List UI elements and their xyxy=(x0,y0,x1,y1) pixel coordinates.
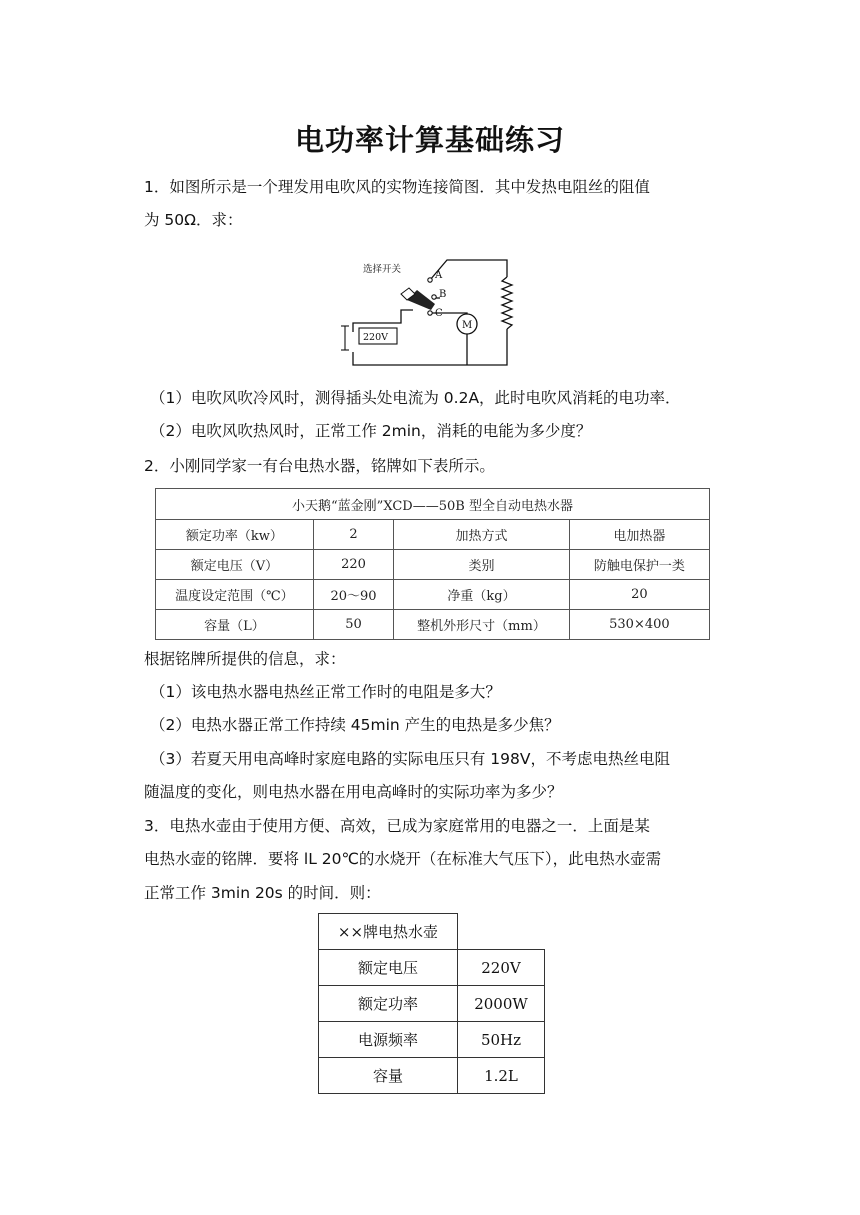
q3-text-line-1: 3．电热水壶由于使用方便、高效，已成为家庭常用的电器之一．上面是某 xyxy=(144,817,650,835)
kettle-nameplate-table xyxy=(318,913,545,1094)
q1-text-line-2: 为 50Ω．求： xyxy=(144,211,243,229)
q2-sub-question-3b: 随温度的变化，则电热水器在用电高峰时的实际功率为多少？ xyxy=(144,783,563,801)
hair-dryer-circuit-diagram xyxy=(335,250,525,375)
q1-sub-question-1: （1）电吹风吹冷风时，测得插头处电流为 0.2A，此时电吹风消耗的电功率． xyxy=(150,389,681,407)
table-cell: 220 xyxy=(313,550,393,580)
table-cell: 20 xyxy=(569,580,709,610)
table-cell: 加热方式 xyxy=(394,520,570,550)
table-cell: 温度设定范围（℃） xyxy=(156,580,314,610)
motor-label: M xyxy=(462,320,473,331)
table-cell: 50 xyxy=(313,610,393,640)
table-cell: 20～90 xyxy=(313,580,393,610)
contact-a-label: A xyxy=(435,270,443,281)
table-row xyxy=(156,520,710,550)
voltage-label: 220V xyxy=(363,332,388,343)
q2-text-line-1: 2．小刚同学家一有台电热水器，铭牌如下表所示。 xyxy=(144,457,495,475)
table-cell: 净重（kg） xyxy=(394,580,570,610)
table-cell: 50Hz xyxy=(458,1022,545,1058)
q1-text-line-1: 1．如图所示是一个理发用电吹风的实物连接简图．其中发热电阻丝的阻值 xyxy=(144,178,650,196)
empty-cell xyxy=(458,914,545,950)
table-cell: 1.2L xyxy=(458,1058,545,1094)
page-title: 电功率计算基础练习 xyxy=(294,123,565,157)
q2-sub-question-2: （2）电热水器正常工作持续 45min 产生的电热是多少焦？ xyxy=(150,716,560,734)
table-row xyxy=(319,1058,545,1094)
table-cell: 电源频率 xyxy=(319,1022,458,1058)
table-row xyxy=(319,950,545,986)
table-cell: 额定功率（kw） xyxy=(156,520,314,550)
q2-sub-question-1: （1）该电热水器电热丝正常工作时的电阻是多大？ xyxy=(150,683,501,701)
q2-sub-question-3a: （3）若夏天用电高峰时家庭电路的实际电压只有 198V，不考虑电热丝电阻 xyxy=(150,750,670,768)
table-row xyxy=(319,1022,545,1058)
q3-text-line-2: 电热水壶的铭牌．要将 lL 20℃的水烧开（在标准大气压下），此电热水壶需 xyxy=(144,850,662,868)
contact-c-label: C xyxy=(435,308,443,319)
table-cell: 额定电压（V） xyxy=(156,550,314,580)
q2-after-table-text: 根据铭牌所提供的信息，求： xyxy=(144,650,346,668)
table-cell: 类别 xyxy=(394,550,570,580)
table-cell: 电加热器 xyxy=(569,520,709,550)
table-cell: 2000W xyxy=(458,986,545,1022)
table-cell: 220V xyxy=(458,950,545,986)
table-caption: ××牌电热水壶 xyxy=(319,914,458,950)
q3-text-line-3: 正常工作 3min 20s 的时间．则： xyxy=(144,884,381,902)
water-heater-nameplate-table xyxy=(155,488,710,640)
table-cell: 530×400 xyxy=(569,610,709,640)
table-cell: 容量（L） xyxy=(156,610,314,640)
table-row xyxy=(319,986,545,1022)
table-cell: 额定电压 xyxy=(319,950,458,986)
switch-label: 选择开关 xyxy=(363,264,402,275)
q1-sub-question-2: （2）电吹风吹热风时，正常工作 2min，消耗的电能为多少度？ xyxy=(150,422,592,440)
table-cell: 2 xyxy=(313,520,393,550)
table-caption: 小天鹅“蓝金刚”XCD——50B 型全自动电热水器 xyxy=(156,489,710,520)
table-row xyxy=(156,610,710,640)
table-cell: 防触电保护一类 xyxy=(569,550,709,580)
contact-b-label: B xyxy=(439,289,447,300)
table-cell: 容量 xyxy=(319,1058,458,1094)
table-row xyxy=(156,550,710,580)
table-cell: 整机外形尺寸（mm） xyxy=(394,610,570,640)
table-row xyxy=(156,580,710,610)
table-cell: 额定功率 xyxy=(319,986,458,1022)
